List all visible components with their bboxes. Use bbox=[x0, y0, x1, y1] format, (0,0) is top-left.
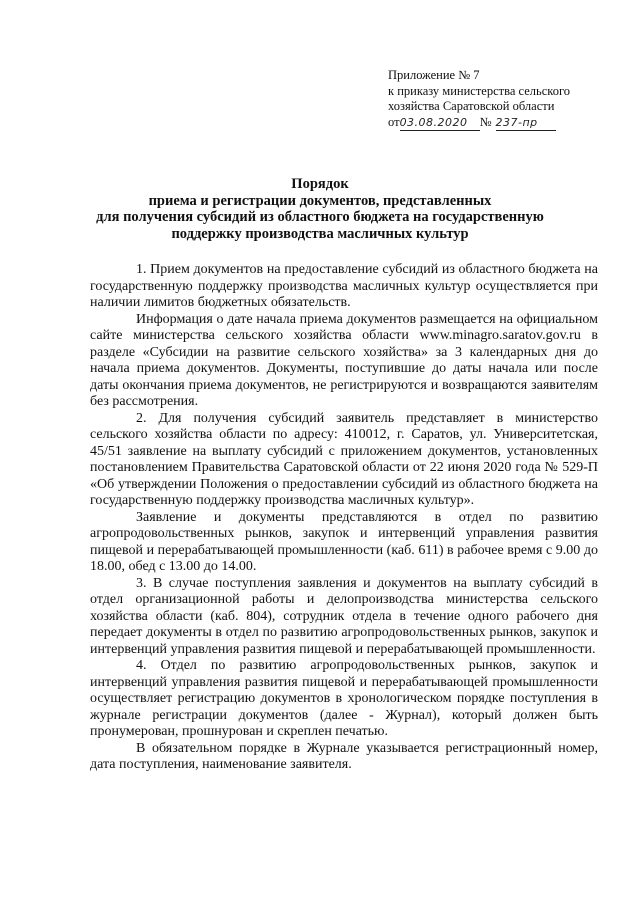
title-line-2: приема и регистрации документов, представленных bbox=[148, 192, 492, 209]
paragraph-1: 1. Прием документов на предоставление субсидий из областного бюджета на государственную поддержку производства масличных культур осуществляется при наличии лимитов бюджетных обязательств. bbox=[90, 262, 598, 310]
title-line-4: поддержку производства масличных культур bbox=[171, 225, 469, 242]
appendix-ministry: хозяйства Саратовской области bbox=[388, 99, 555, 113]
appendix-number: Приложение № 7 bbox=[388, 68, 480, 82]
document-title bbox=[90, 176, 550, 242]
date-prefix: от bbox=[388, 114, 400, 129]
title-line-3: для получения субсидий из областного бюджета на государственную bbox=[96, 209, 544, 225]
paragraph-2: Информация о дате начала приема документов размещается на официальном сайте министерства сельского хозяйства области www.minagro.saratov.gov.ru в разделе «Субсидии на развитие сельского хозяйства» за 3 календарных дня до начала приема документов. Документы, поступившие до даты начала или после даты окончания приема документов, не регистрируются и возвращаются заявителям без рассмотрения. bbox=[90, 311, 598, 409]
number-sign: № bbox=[479, 114, 492, 129]
paragraph-4: Заявление и документы представляются в отдел по развитию агропродовольственных рынков, закупок и интервенций управления развития пищевой и перерабатывающей промышленности (каб. 611) в рабочее время с 9.00 до 18.00, обед с 13.00 до 14.00. bbox=[90, 509, 598, 574]
handwritten-date: 03.08.2020 bbox=[400, 115, 480, 132]
appendix-order-ref: к приказу министерства сельского bbox=[388, 83, 571, 98]
document-body bbox=[90, 262, 598, 774]
appendix-date-line bbox=[388, 115, 608, 132]
appendix-header bbox=[388, 68, 608, 131]
paragraph-7: В обязательном порядке в Журнале указывается регистрационный номер, дата поступления, наименование заявителя. bbox=[90, 740, 598, 772]
handwritten-number: 237-пр bbox=[496, 115, 556, 132]
paragraph-3: 2. Для получения субсидий заявитель представляет в министерство сельского хозяйства области по адресу: 410012, г. Саратов, ул. Университетская, 45/51 заявление на выплату субсидий с приложением документов, установленных постановлением Правительства Саратовской области от 22 июня 2020 года № 529-П «Об утверждении Положения о предоставлении субсидий из областного бюджета на государственную поддержку производства масличных культур». bbox=[90, 410, 598, 508]
paragraph-5: 3. В случае поступления заявления и документов на выплату субсидий в отдел организационной работы и делопроизводства министерства сельского хозяйства области (каб. 804), сотрудник отдела в течение одного рабочего дня передает документы в отдел по развитию агропродовольственных рынков, закупок и интервенций управления развития пищевой и перерабатывающей промышленности. bbox=[90, 575, 598, 657]
title-line-1: Порядок bbox=[291, 176, 349, 192]
paragraph-6: 4. Отдел по развитию агропродовольственных рынков, закупок и интервенций управления развития пищевой и перерабатывающей промышленности осуществляет регистрацию документов в хронологическом порядке поступления в журнале регистрации документов (далее - Журнал), который должен быть пронумерован, прошнурован и скреплен печатью. bbox=[90, 658, 598, 739]
